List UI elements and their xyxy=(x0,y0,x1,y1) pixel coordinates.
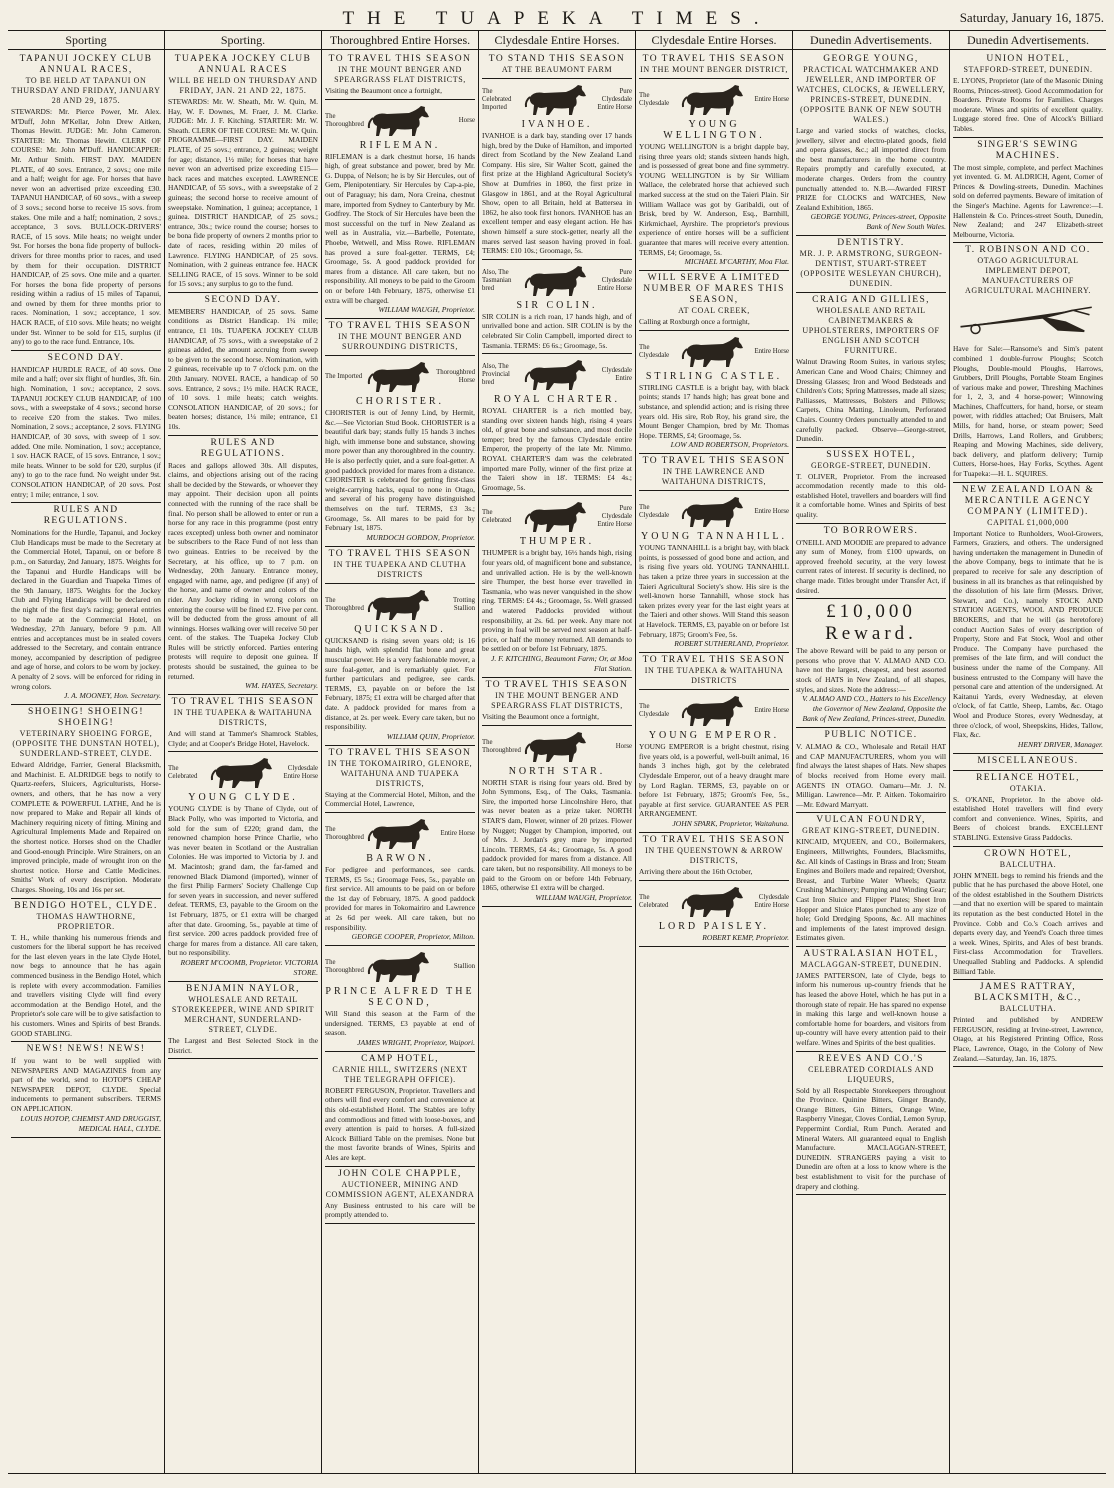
ad-body: Nominations for the Hurdle, Tapanui, and Jockey Club Handicaps must be made to the Secretary at the Commercial Hotel, Tapanui, on or before 8 p.m., on Saturday, 2nd January, 1875. Weights for the Tapanui and Hurdle Handicaps will be declared in the Guardian and Tuapeka Times of the 9th January, 1875. Weights for the Jockey Club and Flying Handicaps will be declared on the night of the first day's racing; general entries to be made at the Commercial Hotel, on Wednesday, 27th January, before 9 p.m. All entries and acceptances must be in sealed covers addressed to the Secretary, and contain entrance money, accompanied by description of pedigree and age of horse, and colors to be worn by jockey. A penalty of 2 sovs. will be enforced for riding in wrong colors. xyxy=(11,528,161,691)
horse-name: NORTH STAR. xyxy=(508,765,606,777)
ad-body: JAMES PATTERSON, late of Clyde, begs to inform his numerous up-country friends that he has leased the above Hotel, which he has put in a thorough state of repair. He has spared no expense in making this large and well-known house a comfortable home for boarders, and visitors from up-country will have every attention paid to their welfare. Wines and Spirits of the best qualities. xyxy=(796,970,946,1048)
horse-label-left: Also, The Tasmanian bred xyxy=(482,268,512,292)
ad-signature: ROBERT SUTHERLAND, Proprietor. xyxy=(674,639,789,649)
advertisement xyxy=(796,524,946,600)
ad-subtitle: CAPITAL £1,000,000 xyxy=(987,517,1069,527)
column-7 xyxy=(949,31,1106,1473)
ad-subtitle: THOMAS HAWTHORNE, PROPRIETOR. xyxy=(36,911,136,931)
advertisement xyxy=(168,982,318,1059)
ad-signature: WILLIAM WAUGH, Proprietor. xyxy=(378,305,475,315)
ad-body: STIRLING CASTLE is a bright bay, with black points; stands 17 hands high; has great bone and substance, and splendid action; and is rising three years old. His sire, Rob Roy, his grand sire, the Mount Benger Champion, bred by Mr. Thomas Hope. TERMS, £4; Groomage, 5s. xyxy=(639,382,789,440)
advertisement xyxy=(953,483,1103,754)
advertisement xyxy=(639,690,789,833)
ad-signature: J. A. MOONEY, Hon. Secretary. xyxy=(64,691,161,701)
ad-subtitle: AT COAL CREEK, xyxy=(678,306,750,316)
ad-body: The most simple, complete, and perfect Machines yet invented. G. M. ALDRICH, Agent, Corner of Princes & Dowling-streets, Dunedin. Machines sold on deferred payments. Beware of imitation of the Singer's Machine. Agents for Lawrence:—I. Hallenstein & Co. Princes-street South, Dunedin, New Zealand; and 247 Elizabeth-street Melbourne, Victoria. xyxy=(953,162,1103,239)
horse-label-right: Entire Horse xyxy=(754,707,789,715)
advertisement xyxy=(11,52,161,351)
ad-title: PUBLIC NOTICE. xyxy=(824,730,918,741)
column-header: Clydesdale Entire Horses. xyxy=(479,31,635,50)
advertisement xyxy=(639,833,789,881)
ad-title: TUAPEKA JOCKEY CLUB ANNUAL RACES xyxy=(174,54,312,75)
horse-name: LORD PAISLEY. xyxy=(658,920,770,932)
horse-figure xyxy=(325,950,475,984)
horse-illustration xyxy=(679,335,749,369)
ad-body: E. LYONS, Proprietor (late of the Masonic Dining Rooms, Princes-street). Good Accommodation for Boarders. Private Rooms for Families. Charges moderate. Wines and spirits of excellent quality. Luggage stored free. One of Alcock's Billiard Tables. xyxy=(953,76,1103,133)
horse-label-left: The Clydesdale xyxy=(639,504,670,520)
horse-label-left: The Celebrated xyxy=(168,765,198,781)
horse-name: YOUNG TANNAHILL. xyxy=(641,531,787,543)
horse-figure xyxy=(168,756,318,790)
ad-title: DENTISTRY. xyxy=(837,238,905,249)
ad-subtitle: TO BE HELD AT TAPANUI ON THURSDAY AND FRIDAY, JANUARY 28 AND 29, 1875. xyxy=(11,76,161,105)
horse-illustration xyxy=(522,83,592,117)
horse-label-left: The Celebrated xyxy=(482,509,512,525)
horse-illustration xyxy=(522,500,592,534)
ad-signature: JOHN SPARK, Proprietor, Waitahuna. xyxy=(672,818,789,828)
horse-name: YOUNG CLYDE. xyxy=(188,792,298,804)
horse-name: ROYAL CHARTER. xyxy=(493,394,621,406)
ad-title: TO TRAVEL THIS SEASON xyxy=(328,321,472,332)
ad-title: BENJAMIN NAYLOR, xyxy=(186,983,300,994)
ad-signature: HENRY DRIVER, Manager. xyxy=(1017,739,1103,749)
advertisement xyxy=(639,331,789,455)
ad-subtitle: IN THE TUAPEKA & WAITAHUNA DISTRICTS, xyxy=(173,708,313,728)
ad-signature: WILLIAM WAUGH, Proprietor. xyxy=(535,892,632,902)
ad-subtitle: BALCLUTHA. xyxy=(999,859,1057,869)
horse-label-right: Entire Horse xyxy=(754,508,789,516)
horse-name: YOUNG WELLINGTON. xyxy=(663,119,765,141)
advertisement xyxy=(639,491,789,653)
advertisement xyxy=(482,260,632,354)
advertisement xyxy=(639,79,789,271)
advertisement xyxy=(325,100,475,320)
ad-subtitle: IN THE LAWRENCE AND WAITAHUNA DISTRICTS, xyxy=(661,467,767,487)
horse-figure xyxy=(482,83,632,117)
horse-label-left: The Thoroughbred xyxy=(325,825,364,841)
ad-body: Any Business entrusted to his care will be promptly attended to. xyxy=(325,1200,475,1220)
ad-body: V. ALMAO & CO., Wholesale and Retail HAT and CAP MANUFACTURERS, whom you will find always the latest shapes of Hats. New shapes of blocks received from Home every mail. AGENTS IN OTAGO. Oamaru—Mr. J. N. Milligan. Lawrence—Mr. P. Aitken. Tokomairiro—Mr. Edward Marryatt. xyxy=(796,742,946,809)
ad-body: STEWARDS: Mr. W. Sheath, Mr. W. Quin, M. Hay, W. F. Downes, M. Fraer, J. M. Clarke. JUDGE: Mr. J. F. Kitching. STARTER: Mr. W. Sheath. CLERK OF THE COURSE: Mr. W. Quin. PROGRAMME—FIRST DAY. MAIDEN PLATE, of 25 sovs.; entrance, 2 guineas; weight for age; distance, 1½ mile; for horses that have never won an advertised prize exceeding £15—hack races and matches excepted. LAWRENCE HANDICAP, of 55 sovs., with a sweepstake of 2 guineas; the second horse to receive amount of sweepstake. Nomination, 1 guinea; acceptance, 1 guinea. DISTRICT HANDICAP, of 25 sovs.; entrance, 30s.; twice round the course; horses to be bona fide property of owners 2 months prior to date of races, residing within 20 miles of Lawrence. FLYING HANDICAP, of 25 sovs. Nomination, with 2 guineas entrance fee. HACK SELLING RACE, of 15 sovs. Winner to be sold for 15 sovs.; any surplus to go to the fund. xyxy=(168,97,318,289)
ad-subtitle: IN THE MOUNT BENGER AND SPEARGRASS FLAT DISTRICTS, xyxy=(491,690,623,710)
ad-subtitle: IN THE TOKOMAIRIRO, GLENORE, WAITAHUNA AND TUAPEKA DISTRICTS, xyxy=(327,758,473,788)
ad-title: NEWS! NEWS! NEWS! xyxy=(26,1044,146,1055)
ad-title: TO TRAVEL THIS SEASON xyxy=(642,834,786,845)
ad-body: IVANHOE is a dark bay, standing over 17 hands high, bred by the Duke of Hamilton, and imported direct from Scotland by the New Zealand Land Company. His sire, Sir Walter Scott, gained the first prize at the Highland Agricultural Society's Show at Dumfries in 1860, the first prize in Glasgow in 1861, and at the Royal Agricultural Show, open to all Britain, held at Battersea in 1862, he also took first honors. IVANHOE has an excellent temper and easy elegant action. He has shown himself a sure stock-getter, nearly all the mares served last season having proved in foal. TERMS: £10 10s.; Groomage, 5s. xyxy=(482,131,632,256)
horse-name: STIRLING CASTLE. xyxy=(645,370,783,382)
ad-subtitle: AT THE BEAUMONT FARM xyxy=(501,65,613,74)
ad-title: SECOND DAY. xyxy=(204,294,282,305)
column-header: Thoroughbred Entire Horses. xyxy=(322,31,478,50)
horse-label-left: The Thoroughbred xyxy=(325,112,364,128)
horse-label-right: Clydesdale Entire Horse xyxy=(283,765,318,781)
ad-signature: GEORGE COOPER, Proprietor, Milton. xyxy=(351,932,475,942)
horse-label-left: The Clydesdale xyxy=(639,343,670,359)
ad-body: SIR COLIN is a rich roan, 17 hands high, and of unrivalled bone and action. SIR COLIN is by the celebrated Sir Colin Campbell, imported direct to Tasmania. TERMS: £6 6s.; Groomage, 5s. xyxy=(482,311,632,350)
advertisement xyxy=(11,351,161,503)
ad-subtitle: OTAKIA. xyxy=(1009,783,1047,793)
horse-figure xyxy=(325,817,475,851)
horse-label-left: The Imported xyxy=(325,373,363,381)
ad-title: RULES AND REGULATIONS. xyxy=(200,437,286,459)
ad-signature: GEORGE YOUNG, Princes-street, Opposite Bank of New South Wales. xyxy=(810,212,946,232)
ad-title: RELIANCE HOTEL, xyxy=(976,772,1080,783)
ad-subtitle: CELEBRATED CORDIALS AND LIQUEURS, xyxy=(808,1064,934,1084)
ad-title: T. ROBINSON AND CO. xyxy=(965,245,1091,256)
advertisement xyxy=(168,52,318,293)
ad-body: Edward Aldridge, Farrier, General Blacksmith, and Machinist. E. ALDRIDGE begs to notify to Quartz-reefers, Sluicers, Agriculturists, Horse-owners, and others, that he has now a very COMPLETE & POWERFUL LATHE, And he is now prepared to Make and Repair all kinds of Machinery requiring nicety of fitting. Mining and Agricultural Implements Made and Repaired on the shortest notice. Horses shod on the Chadler and Good-enough Principle. Wire Strainers, on an improved principle, made of wrought iron on the shortest notice. Horse and Cattle Medicines. Smiths' Work of every description. Moderate Charges. Shoeing, 10s and 16s per set. xyxy=(11,760,161,894)
ad-title: JAMES RATTRAY, BLACKSMITH, &C., xyxy=(974,982,1082,1004)
ad-title: SHOEING! SHOEING! SHOEING! xyxy=(28,707,144,729)
ad-title: VULCAN FOUNDRY, xyxy=(816,815,926,826)
advertisement xyxy=(11,705,161,898)
horse-name: PRINCE ALFRED THE SECOND, xyxy=(325,986,475,1009)
ad-title: TO TRAVEL THIS SEASON xyxy=(642,456,786,467)
ad-body: ROYAL CHARTER is a rich mottled bay, standing over sixteen hands high, rising 4 years old, of great bone and substance, and most docile temper; bred by the famous Clydesdale entire Emperor, the property of the late Mr. Nimmo. ROYAL CHARTER'S dam was the celebrated imported mare Polly, winner of the first prize at the Taieri show in 18'. TERMS: £4 4s.; Groomage, 5s. xyxy=(482,406,632,492)
advertisement xyxy=(796,599,946,728)
column-5 xyxy=(635,31,792,1473)
advertisement xyxy=(639,454,789,491)
advertisement xyxy=(325,746,475,813)
horse-name: SIR COLIN. xyxy=(516,299,598,311)
ad-body: T. OLIVER, Proprietor. From the increased accommodation recently made to this old-established Hotel, travellers and boarders will find it a comfortable home. Wines and Spirits of best quality. xyxy=(796,471,946,520)
columns-container xyxy=(8,31,1106,1474)
advertisement xyxy=(796,813,946,947)
ad-body: Races and gallops allowed 30s. All disputes, claims, and objections arising out of the racing shall be decided by the Stewards, or whoever they may appoint. Their decision upon all points connected with the running of the race shall be final. No person shall be allowed to enter or run a horse for any race in this programme (post entry races excepted) unless both owner and nominator be subscribers to the Race Fund of not less than two guineas. Entries to be received by the Secretary, at his office, up to 7 p.m. on Wednesday, 20th January. Entrance money, engaged with name, age, and pedigree (if any) of the horse, and name of owner and colors of the rider. Any Jockey riding in wrong colors on entering the course will be fined £2. Five per cent. will be deducted from the gross amount of all winnings. Horses walking over will receive 50 per cent. of the stakes. The Tuapeka Jockey Club Rules will be strictly enforced. Parties entering protests will require to deposit one guinea. If protests should be sustained, the guinea to be returned. xyxy=(168,460,318,681)
column-header: Dunedin Advertisements. xyxy=(950,31,1106,50)
ad-title: NEW ZEALAND LOAN & MERCANTILE AGENCY COMPANY (LIMITED). xyxy=(961,484,1095,517)
column-header: Sporting. xyxy=(165,31,321,50)
horse-figure xyxy=(482,358,632,392)
horse-figure xyxy=(639,885,789,919)
plough-illustration xyxy=(953,299,1103,341)
ad-body: YOUNG WELLINGTON is a bright dapple bay, rising three years old; stands sixteen hands high, and is possessed of great bone and fine symmetry. YOUNG WELLINGTON is by Sir William Wallace, the celebrated horse that achieved such marked success at the stud on the Taieri Plain. Sir William Wallace was got by Garibaldi, out of Brisk, bred by W. Anderson, Esq., Barnhill, Kirkmichael, Ayrshire. The proprietor's previous experience of entire horses will be a sufficient guarantee that mares will receive every attention. TERMS, £4; Groomage, 5s. xyxy=(639,142,789,257)
horse-label-right: Clydesdale Entire xyxy=(601,367,632,383)
ad-title: CROWN HOTEL, xyxy=(983,848,1073,859)
ad-subtitle: IN THE QUEENSTOWN & ARROW DISTRICTS, xyxy=(645,845,783,865)
ad-signature: WM. HAYES, Secretary. xyxy=(245,681,318,691)
horse-label-left: The Thoroughbred xyxy=(325,959,364,975)
ad-signature: ROBERT KEMP, Proprietor. xyxy=(702,932,789,942)
advertisement xyxy=(796,947,946,1052)
ad-body: T. H., while thanking his numerous friends and customers for the liberal support he has received for the last eleven years in the late Clyde Hotel, now begs to announce that he has again commenced business in the Bendigo Hotel, which is replete with every accommodation. Families and travellers visiting Clyde will find every accommodation at the Bendigo Hotel, and the Proprietor's sole care will be to give satisfaction to his customers. Wines and Spirits of best Brands. GOOD STABLING. xyxy=(11,932,161,1038)
advertisement xyxy=(953,243,1103,482)
ad-signature: MICHAEL M'CARTHY, Moa Flat. xyxy=(684,257,789,267)
ad-signature: ROBERT M'COOMB, Proprietor. VICTORIA STORE. xyxy=(180,957,318,977)
column-header: Clydesdale Entire Horses. xyxy=(636,31,792,50)
horse-illustration xyxy=(679,495,749,529)
horse-illustration xyxy=(679,885,749,919)
column-2 xyxy=(164,31,321,1473)
ad-body: The above Reward will be paid to any person or persons who prove that V. ALMAO AND CO. have not the largest, cheapest, and best assorted stock of HATS in New Zealand, of all shapes, styles, and sizes. Note the address:— xyxy=(796,646,946,694)
horse-figure xyxy=(325,104,475,138)
ad-body: The Largest and Best Selected Stock in the District. xyxy=(168,1035,318,1055)
ad-body: Will Stand this season at the Farm of the undersigned. TERMS, £3 payable at end of season. xyxy=(325,1009,475,1038)
advertisement xyxy=(953,52,1103,138)
ad-body: Staying at the Commercial Hotel, Milton, and the Commercial Hotel, Lawrence, xyxy=(325,789,475,809)
horse-figure xyxy=(639,694,789,728)
ad-body: And will stand at Tammer's Shamrock Stables, Clyde; and at Cooper's Bridge Hotel, Havelock. xyxy=(168,729,318,748)
ad-signature: JAMES WRIGHT, Proprietor, Waipori. xyxy=(357,1037,475,1047)
ad-title: CAMP HOTEL, xyxy=(361,1053,439,1064)
ad-body: RIFLEMAN is a dark chestnut horse, 16 hands high, of great substance and power, bred by Mr. G. Duppa, of Nelson; he is by Sir Hercules, out of Gem, Plenipotentiary. Sir Hercules by Cap-a-pie, out of Paraguay; his dam, Nora Creina, chestnut mare, imported from Sydney to Canterbury by Mr. Godfrey. The Stock of Sir Hercules have been the most successful on the turf in New Zealand as well as in Australia, viz.—Barbelle, Potentate, Phoebe, Wetwell, and Miss Rowe. RIFLEMAN has proved a sure foal-getter. TERMS, £4; Groomage, 5s. A good paddock provided for mares from a distance. All care taken, but no responsibility. All moneys to be paid to the Groom on or before 14th February, 1875, otherwise £1 extra will be charged. xyxy=(325,151,475,305)
ad-title: GEORGE YOUNG, xyxy=(823,54,919,64)
advertisement xyxy=(168,293,318,436)
ad-title: REEVES AND CO.'S xyxy=(818,1053,924,1064)
advertisement xyxy=(325,584,475,746)
horse-illustration xyxy=(522,730,592,764)
advertisement xyxy=(639,653,789,690)
horse-label-left: The Clydesdale xyxy=(639,703,670,719)
horse-name: THUMPER. xyxy=(519,536,595,548)
ad-title: TO TRAVEL THIS SEASON xyxy=(642,655,786,666)
horse-illustration xyxy=(522,264,592,298)
ad-body: MEMBERS' HANDICAP, of 25 sovs. Same conditions as District Handicap. 1¼ mile; entrance, £1 10s. TUAPEKA JOCKEY CLUB HANDICAP, of 75 sovs., with a sweepstake of 2 guineas added, the amount accruing from sweep to be given to the second horse. Nomination, with 2 guineas, receivable up to 7 o'clock p.m. on the 20th January. NOVEL RACE, a handicap of 50 sovs. Entrance, 2 sovs.; 1½ mile. HACK RACE, of 10 sovs. 1 mile heats; catch weights. CONSOLATION HANDICAP, of 20 sovs.; for beaten horses; distance, 1¼ mile; entrance, £1 10s. xyxy=(168,306,318,431)
ad-title: JOHN COLE CHAPPLE, xyxy=(338,1168,462,1179)
ad-subtitle: IN THE MOUNT BENGER DISTRICT, xyxy=(640,65,788,74)
advertisement xyxy=(796,52,946,236)
ad-body: Important Notice to Runholders, Wool-Growers, Farmers, Graziers, and others. The undersigned having undertaken the management in Dunedin of the above Company, begs to intimate that he is prepared to receive for sale any description of business in all its branches as that relinquished by the dissolution of his late firm (Messrs. Driver, Stewart, and Co.), namely STOCK AND STATION AGENTS, WOOL AND PRODUCE BROKERS, and that he will (as heretofore) conduct Auction Sales of every description of Property, Store and Fat Stock, Wool and other Produce. The Company have purchased the premises of the late firm, and will conduct the business under the name of the Company. All business entrusted to the Company will have the personal care and attention of the undersigned. At Kaitanui Yards, every Wednesday, at eleven o'clock, of fat Cattle, Sheep, Lambs, &c. Otago Wool and Produce Stores, every Wednesday, at three o'clock, of wool, Sheepskins, Hides, Tallow, Flax, &c. xyxy=(953,528,1103,740)
ad-title: BENDIGO HOTEL, CLYDE. xyxy=(14,900,158,911)
horse-figure xyxy=(639,83,789,117)
horse-illustration xyxy=(208,756,278,790)
advertisement xyxy=(482,52,632,79)
column-3 xyxy=(321,31,478,1473)
advertisement xyxy=(796,1052,946,1196)
advertisement xyxy=(953,847,1103,981)
horse-name: QUICKSAND. xyxy=(354,623,446,635)
advertisement xyxy=(325,319,475,356)
ad-subtitle: IN THE MOUNT BENGER AND SPEARGRASS FLAT DISTRICTS, xyxy=(334,65,466,84)
ad-body: Walnut Drawing Room Suites, in various styles; American Cane and Wood Chairs; Chimney and Dressing Glasses; Iron and Wood Bedsteads and Children's Cots; Spring Mattresses, made all sizes; Palliasses, Mattresses, Bolsters and Pillows; Carpets, China Matting, Linoleum, Perforated Chairs. Country Orders punctually attended to and carefully packed. Observe—George-street, Dunedin. xyxy=(796,357,946,444)
ad-body: THUMPER is a bright bay, 16½ hands high, rising four years old, of magnificent bone and substance, and unrivalled action. He is by the well-known sire Thumper, the best horse ever travelled in Tasmania, who was never vanquished in the show ring. TERMS: £4 4s.; Groomage, 5s. Well grassed and watered Paddocks provided without responsibility, at 2s. 6d. per week. Any mare not proving in foal will be served next season at half-price, or half the money returned. All demands to be settled on or before 1st February, 1875. xyxy=(482,548,632,654)
ad-body: S. O'KANE, Proprietor. In the above old-established Hotel travellers will find every comfort and convenience. Wines, Spirits, and Beers of choicest brands. EXCELLENT STABLING. Extensive Grass Paddocks. xyxy=(953,794,1103,843)
column-1 xyxy=(8,31,164,1473)
ad-body: JOHN M'NEIL begs to remind his friends and the public that he has purchased the above Hotel, one of the oldest established in the Southern Districts—and that no exertion will be spared to maintain its reputation as the best conducted Hotel in the Province. Cobb and Co.'s Coach arrives and departs every day, and Yeend's Coach three times a week. Wines, Spirits, and Ales of best brands. First-class Accommodation for Travellers. Unequalled Stabling and Paddocks. A splendid Billiard Table. xyxy=(953,870,1103,976)
horse-figure xyxy=(639,495,789,529)
advertisement xyxy=(796,293,946,447)
ad-subtitle: STAFFORD-STREET, DUNEDIN. xyxy=(963,65,1093,74)
advertisement xyxy=(482,496,632,678)
column-6 xyxy=(792,31,949,1473)
ad-title: RULES AND REGULATIONS. xyxy=(43,505,129,527)
ad-title: SECOND DAY. xyxy=(47,352,125,363)
ad-body: O'NEILL AND MOODIE are prepared to advance any sum of Money, from £100 upwards, on approved freehold security, at the very lowest current rates of interest. If security is declined, no charge made. Titles brought under Transfer Act, if desired. xyxy=(796,537,946,595)
advertisement xyxy=(325,1167,475,1224)
ad-signature: V. ALMAO AND CO., Hatters to his Excellency the Governor of New Zealand, Opposite the Bank of New Zealand, Princes-street, Dunedin. xyxy=(802,694,946,724)
ad-title: SUSSEX HOTEL, xyxy=(826,449,916,460)
ad-title: TO TRAVEL THIS SEASON xyxy=(328,747,472,758)
ad-body: If you want to be well supplied with NEWSPAPERS AND MAGAZINES from any part of the world, send to HOTOP'S CHEAP NEWSPAPER DEPOT, CLYDE. Special inducements to permanent subscribers. TERMS ON APPLICATION. xyxy=(11,1056,161,1114)
ad-body: Have for Sale:—Ransome's and Sim's patent combined 1 double-furrow Ploughs; Scotch Ploughs, Double-mould Ploughs, Harrows, Grubbers, Drill Ploughs, Portable Steam Engines of various make and power, Threshing Machines for 1, 2, 3, and 4 horse-power; Winnowing Machines, Chaffcutters, for hand, horse, or steam power, with riddles attached; Oat Bruisers, Malt Mills, for hand, horse, or steam power; Seed Drills, Harrows, Land Rollers, and Grubbers; Reaping and Mowing Machines, side delivery, back delivery, and platform delivery; Turnip Cutters, Horse-hoes, Hay Forks, Scythes. Agent for Tuapeka:—H. L. SQUIRES. xyxy=(953,344,1103,479)
ad-title: TO BORROWERS. xyxy=(823,525,919,536)
ad-title: TO TRAVEL THIS SEASON xyxy=(485,679,629,690)
ad-subtitle: MACLAGGAN-STREET, DUNEDIN. xyxy=(800,959,942,969)
advertisement xyxy=(639,271,789,331)
ad-signature: LOW AND ROBERTSON, Proprietors. xyxy=(670,440,789,450)
ad-subtitle: IN THE TUAPEKA & WAITAHUNA DISTRICTS xyxy=(644,666,784,686)
ad-signature: MURDOCH GORDON, Proprietor. xyxy=(366,532,475,542)
ad-body: Printed and published by ANDREW FERGUSON, residing at Irvine-street, Lawrence, Otago, at his Registered Printing Office, Ross Place, Lawrence, Otago, in the Colony of New Zealand.—Saturday, Jan. 16, 1875. xyxy=(953,1015,1103,1063)
horse-name: BARWON. xyxy=(366,852,434,864)
horse-label-right: Horse xyxy=(615,742,632,750)
ad-body: Large and varied stocks of watches, clocks, jewellery, silver and electro-plated goods, field and opera glasses, &c.; all imported direct from the best manufacturers in the home country. Repairs promptly and carefully executed, at moderate charges. Orders from the country punctually attended to. N.B.—Awarded FIRST PRIZE for CLOCKS and WATCHES, New Zealand Exhibition, 1865. xyxy=(796,126,946,212)
advertisement xyxy=(953,980,1103,1067)
ad-signature: J. F. KITCHING, Beaumont Farm; Or, at Moa Flat Station. xyxy=(491,653,632,673)
ad-body: Calling at Roxburgh once a fortnight, xyxy=(639,317,750,327)
horse-illustration xyxy=(679,694,749,728)
reward-amount: £10,000 Reward. xyxy=(825,601,917,645)
column-header: Dunedin Advertisements. xyxy=(793,31,949,50)
horse-label-right: Pure Clydesdale Entire Horse xyxy=(597,268,632,292)
ad-body: Visiting the Beaumont once a fortnight, xyxy=(325,86,442,95)
horse-label-right: Clydesdale Entire Horse xyxy=(754,893,789,909)
horse-name: YOUNG EMPEROR. xyxy=(648,730,780,742)
advertisement xyxy=(325,547,475,584)
ad-subtitle: VETERINARY SHOEING FORGE, (OPPOSITE THE DUNSTAN HOTEL), SUNDERLAND-STREET, CLYDE. xyxy=(12,729,160,759)
ad-title: CRAIG AND GILLIES, xyxy=(812,295,930,306)
advertisement xyxy=(325,1052,475,1167)
ad-title: TO TRAVEL THIS SEASON xyxy=(328,548,472,559)
horse-name: IVANHOE. xyxy=(521,119,593,130)
advertisement xyxy=(11,503,161,705)
ad-subtitle: AUCTIONEER, MINING AND COMMISSION AGENT, ALEXANDRA xyxy=(325,1179,475,1199)
advertisement xyxy=(482,678,632,726)
advertisement xyxy=(325,813,475,946)
ad-body: YOUNG TANNAHILL is a bright bay, with black points, is possessed of good bone and action, and is rising five years old. YOUNG TANNAHILL has taken a prize three years in succession at the Taieri Agricultural Society's show. His sire is the well-known horse Tannahill, whose stock has taken prizes every year for the last eight years at the Taieri and other shows. Will Stand this season at Havelock. TERMS, £3, payable on or before 1st February, 1875; Groom's Fee, 5s. xyxy=(639,543,789,639)
horse-figure xyxy=(639,335,789,369)
horse-label-right: Pure Clydesdale Entire Horse xyxy=(597,88,632,111)
horse-label-right: Thoroughbred Horse xyxy=(436,369,475,385)
ad-subtitle: GEORGE-STREET, DUNEDIN. xyxy=(810,460,932,470)
issue-date: Saturday, January 16, 1875. xyxy=(959,10,1104,25)
advertisement xyxy=(482,726,632,907)
ad-title: SINGER'S SEWING MACHINES. xyxy=(977,139,1079,161)
ad-body: Arriving there about the 16th October, xyxy=(639,866,753,876)
ad-body: STEWARDS: Mr. Pierce Power, Mr. Alex. M'Duff, John M'Kellar, John Drew Aitken, Thomas Hewitt. JUDGE: Mr. John Cameron. STARTER: Mr. Thomas Hewitt. CLERK OF COURSE: Mr. John M'Duff. HANDICAPPER: Mr. Arthur Smith. FIRST DAY. MAIDEN PLATE, of 40 sovs. Entrance, 2 sovs.; one mile and a half; weight for age. For horses that have never won an advertised prize exceeding £30. TAPANUI HANDICAP, of 60 sovs., with a sweep of 3 sovs.; second horse to receive 15 sovs. from stakes. One mile and a half; nomination, 2 sovs.; acceptance, 3 sovs. BULLOCK-DRIVERS' RACE, of 15 sovs. Mile heats; no weight under 9st. For horses the bona fide property of bullock-drivers for three months prior to races, and used by them for their occupation. DISTRICT HANDICAP, of 25 sovs. One mile and a quarter. For horses the bona fide property of persons residing within a radius of 15 miles of Tapanui, and owned by them for three months prior to races. Nomination, 1 sov.; acceptance, 1 sov. HACK RACE, of £10 sovs. Mile heats; no weight under 9st. Winner to be sold for £15, surplus (if any) to go to the race fund. Entrance, 10s. xyxy=(11,107,161,347)
advertisement xyxy=(168,695,318,752)
ad-title: TO STAND THIS SEASON xyxy=(488,54,626,64)
ad-body: YOUNG EMPEROR is a bright chestnut, rising five years old, is a powerful, well-built animal, 16 hands 3 inches high, got by the celebrated Clydesdale Emperor, out of a heavy draught mare by Lord Raglan. TERMS, £3, payable on or before 1st February, 1875; Groom's Fee, 5s., payable at first service. GUARANTEE AS PER ARRANGEMENT. xyxy=(639,742,789,819)
ad-subtitle: WILL BE HELD ON THURSDAY AND FRIDAY, JAN. 21 AND 22, 1875. xyxy=(168,76,318,95)
ad-subtitle: BALCLUTHA. xyxy=(999,1004,1057,1014)
ad-body: CHORISTER is out of Jenny Lind, by Hermit, &c.—See Victorian Stud Book. CHORISTER is a beautiful dark bay; stands fully 15 hands 3 inches high, with immense bone and substance, showing more power than any thoroughbred in the country. He is also perfectly quiet, and a sure foal-getter. A good paddock provided for mares from a distance. CHORISTER is celebrated for getting first-class weight-carrying hacks, equal to none in Otago, and several of his progeny have distinguished themselves on the turf. TERMS, £3 3s.; Groomage, 5s. All mares to be paid for by February 1st, 1875. xyxy=(325,408,475,533)
ad-subtitle: OTAGO AGRICULTURAL IMPLEMENT DEPOT, MANUFACTURERS OF AGRICULTURAL MACHINERY. xyxy=(965,256,1091,296)
ad-subtitle: GREAT KING-STREET, DUNEDIN. xyxy=(802,826,940,836)
ad-signature: WILLIAM QUIN, Proprietor. xyxy=(386,731,475,741)
ad-subtitle: WHOLESALE AND RETAIL CABINETMAKERS & UPHOLSTERERS, IMPORTERS OF ENGLISH AND SCOTCH FURNITURE. xyxy=(802,306,940,356)
horse-illustration xyxy=(365,588,435,622)
ad-title: UNION HOTEL, xyxy=(986,54,1070,64)
advertisement xyxy=(325,946,475,1052)
horse-label-right: Pure Clydesdale Entire Horse xyxy=(597,505,632,529)
horse-name: RIFLEMAN. xyxy=(359,139,441,151)
ad-body: For pedigree and performances, see cards. TERMS, £5 5s.; Groomage Fees, 5s., payable on first service. All amounts to be paid on or before the 1st day of February, 1875. A good paddock provided for mares in Tokomairiro and Lawrence at 2s 6d per week. All care taken, but no responsibility. xyxy=(325,864,475,932)
ad-title: AUSTRALASIAN HOTEL, xyxy=(803,948,939,959)
horse-label-left: The Celebrated Imported xyxy=(482,88,512,111)
advertisement xyxy=(953,754,1103,771)
ad-title: TO TRAVEL THIS SEASON xyxy=(642,54,786,64)
ad-subtitle: IN THE TUAPEKA AND CLUTHA DISTRICTS xyxy=(333,559,467,579)
ad-title: TAPANUI JOCKEY CLUB ANNUAL RACES, xyxy=(19,54,153,75)
horse-illustration xyxy=(365,817,435,851)
advertisement xyxy=(796,728,946,813)
advertisement xyxy=(482,79,632,260)
ad-subtitle: PRACTICAL WATCHMAKER AND JEWELLER, AND IMPORTER OF WATCHES, CLOCKS, & JEWELLERY, PRINCES-STREET, DUNEDIN. (OPPOSITE BANK OF NEW SOUTH WALES.) xyxy=(796,65,946,124)
horse-illustration xyxy=(365,360,435,394)
horse-figure xyxy=(482,730,632,764)
horse-label-left: The Thoroughbred xyxy=(325,596,364,612)
advertisement xyxy=(325,52,475,100)
horse-figure xyxy=(482,500,632,534)
ad-title: TO TRAVEL THIS SEASON xyxy=(328,54,472,64)
horse-label-right: Horse xyxy=(458,116,475,124)
horse-figure xyxy=(325,360,475,394)
advertisement xyxy=(11,1042,161,1138)
ad-body: ROBERT FERGUSON, Proprietor. Travellers and others will find every comfort and convenience at this old-established Hotel. The Stables are lofty and commodious and fitted with loose-boxes, and every attention is paid to horses. A full-sized Alcock Billiard Table on the premises. None but the most favorite brands of Wines, Spirits and Ales are kept. xyxy=(325,1085,475,1163)
horse-label-left: Also, The Provincial bred xyxy=(482,363,510,387)
horse-illustration xyxy=(679,83,749,117)
horse-label-right: Entire Horse xyxy=(440,829,475,837)
masthead xyxy=(8,6,1106,31)
horse-label-right: Trotting Stallion xyxy=(452,596,475,612)
advertisement xyxy=(953,138,1103,244)
ad-body: HANDICAP HURDLE RACE, of 40 sovs. One mile and a half; over six flight of hurdles, 3ft. 6in. high. Nomination, 1 sov.; acceptance, 2 sovs. TAPANUI JOCKEY CLUB HANDICAP, of 100 sovs., with a sweepstake of 4 sovs.; second horse to receive £20 from the stakes. Two miles. Nomination, 2 sovs.; acceptance, 2 sovs. FLYING HANDICAP, of 30 sovs, with sweep of 1 sov. added. One mile. Nomination, 1 sov.; acceptance, 1 sov. HACK RACE, of 15 sovs. Entrance, 1 sov.; mile heats. Winner to be sold for £20, surplus (if any) to go to the race fund. No weight under 9st. CONSOLATION HANDICAP, of 20 sovs. Post entry; 1 mile; entrance, 1 sov. xyxy=(11,364,161,499)
ad-body: YOUNG CLYDE is by Thane of Clyde, out of Black Polly, who was imported to Victoria, and sold for the sum of £220; grand dam, the renowned champion horse Prince Charlie, who was never beaten in Scotland or the Australian Colonies. He was imported to Victoria by J. and M. Macintosh; grand dam, the far-famed and renowned Black Diamond (imported), winner of the first Philip Farmers' Society Challenge Cup for seven years in succession, and never suffered defeat. TERMS, £3, payable to the Groom on the 1st February, 1875, or £1 extra will be charged after that date. Grooming, 5s., payable at time of first service. 200 acres paddock provided free of charge for mares from a distance. All care taken, but no responsibility. xyxy=(168,804,318,958)
advertisement xyxy=(482,354,632,496)
advertisement xyxy=(325,356,475,547)
horse-name: CHORISTER. xyxy=(355,396,445,408)
horse-figure xyxy=(325,588,475,622)
advertisement xyxy=(796,236,946,293)
horse-label-right: Stallion xyxy=(453,963,475,971)
advertisement xyxy=(796,448,946,524)
ad-body: NORTH STAR is rising four years old. Bred by John Symmons, Esq., of The Oaks, Tasmania. Sire, the imported horse Lincolnshire Hero, that was never beaten as a prize taker. NORTH STAR'S dam, Flower, winner of 20 prizes. Flower by Nugget; Nugget by Champion, imported, out of Mrs. J. Jordan's grey mare by imported Lincoln. TERMS, £4 4s.; Groomage, 5s. A good paddock provided for mares from a distance. All care taken, but no responsibility. All moneys to be paid to the Groom on or before 14th February, 1865, otherwise £1 extra will be charged. xyxy=(482,777,632,893)
ad-body: Sold by all Respectable Storekeepers throughout the Province. Quinine Bitters, Ginger Brandy, Orange Bitters, Gin Bitters, Orange Wine, Raspberry Vinegar, Cloves Cordial, Lemon Syrup, Peppermint Cordial, Rum Punch. Aerated and Mineral Waters. All guaranteed equal to English Manufacture. MACLAGGAN-STREET, DUNEDIN. STRANGERS paying a visit to Dunedin are often at a loss to know where is the best establishment to visit for the purchase of drapery and clothing. xyxy=(796,1085,946,1191)
horse-label-left: The Thoroughbred xyxy=(482,738,521,754)
horse-illustration xyxy=(522,358,592,392)
ad-subtitle: IN THE MOUNT BENGER AND SURROUNDING DISTRICTS, xyxy=(338,332,462,352)
horse-illustration xyxy=(365,950,435,984)
ad-subtitle: MR. J. P. ARMSTRONG, SURGEON-DENTIST, STUART-STREET (OPPOSITE WESLEYAN CHURCH), DUNEDIN. xyxy=(799,249,943,289)
advertisement xyxy=(639,881,789,947)
advertisement xyxy=(953,771,1103,847)
advertisement xyxy=(168,752,318,982)
column-header: Sporting xyxy=(8,31,164,50)
horse-label-left: The Clydesdale xyxy=(639,92,670,107)
column-4 xyxy=(478,31,635,1473)
ad-title: MISCELLANEOUS. xyxy=(977,755,1079,766)
ad-body: KINCAID, M'QUEEN, and CO., Boilermakers, Engineers, Millwrights, Founders, Blacksmiths, &c. All kinds of Castings in Brass and Iron; Steam Engines and Boilers made and repaired; Overshot, Breast, and Turbine Water Wheels; Quartz Crushing Machinery; Pumping and Winding Gear; Cast Iron Sluice and Flipper Plates; Sheet Iron Hopper and Sluice Plates punched to any size of hole; Gold Dredging Spoons, &c. All machines and implements of the latest improved design. Estimates given. xyxy=(796,837,946,943)
ad-subtitle: WHOLESALE AND RETAIL STOREKEEPER, WINE AND SPIRIT MERCHANT, SUNDERLAND-STREET, CLYDE. xyxy=(171,994,315,1034)
horse-label-left: The Celebrated xyxy=(639,893,669,909)
advertisement xyxy=(639,52,789,79)
horse-figure xyxy=(482,264,632,298)
ad-title: WILL SERVE A LIMITED NUMBER OF MARES THIS SEASON, xyxy=(643,273,785,306)
ad-subtitle: CARNIE HILL, SWITZERS (NEXT THE TELEGRAPH OFFICE). xyxy=(332,1064,468,1084)
ad-title: TO TRAVEL THIS SEASON xyxy=(171,697,315,708)
horse-label-right: Entire Horse xyxy=(754,96,789,103)
ad-body: Visiting the Beaumont once a fortnight, xyxy=(482,711,599,721)
horse-label-right: Entire Horse xyxy=(754,347,789,355)
horse-illustration xyxy=(365,104,435,138)
ad-signature: LOUIS HOTOP, CHEMIST AND DRUGGIST, MEDICAL HALL, CLYDE. xyxy=(20,1113,161,1133)
ad-body: QUICKSAND is rising seven years old; is 16 hands high, with splendid flat bone and great muscular power. He is a very fashionable mover, a sure foal-getter, and is remarkably quiet. For further particulars and pedigree, see cards. TERMS, £3, payable on or before the 1st February, 1875; £1 extra will be charged after that date. A paddock provided for mares from a distance, at 2s. per week. Every care taken, but no responsibility. xyxy=(325,635,475,732)
advertisement xyxy=(11,899,161,1043)
advertisement xyxy=(168,436,318,696)
newspaper-title: THE TUAPEKA TIMES. xyxy=(342,8,772,29)
